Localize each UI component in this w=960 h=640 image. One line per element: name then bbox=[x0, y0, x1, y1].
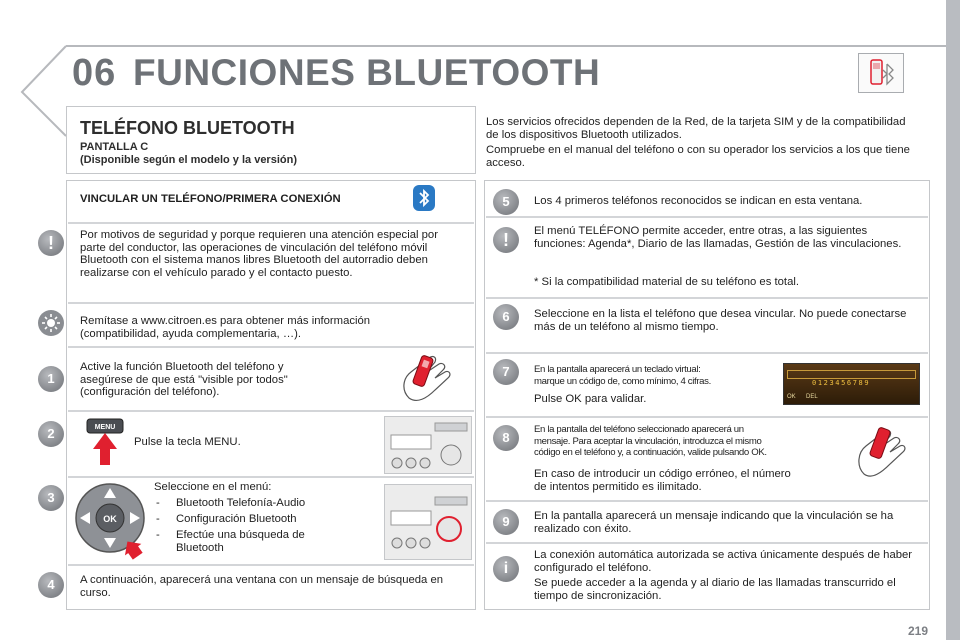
step-8-line-1: En la pantalla del teléfono seleccionado aparecerá un bbox=[534, 424, 744, 435]
pairing-title: VINCULAR UN TELÉFONO/PRIMERA CONEXIÓN bbox=[80, 193, 341, 205]
step-8-line-2: mensaje. Para aceptar la vinculación, introduzca el mismo bbox=[534, 435, 762, 447]
divider bbox=[68, 222, 474, 224]
section-title: TELÉFONO BLUETOOTH bbox=[80, 118, 295, 138]
chapter-number: 06 bbox=[72, 52, 117, 94]
info-icon: i bbox=[493, 556, 519, 582]
subtitle-line-1: PANTALLA C bbox=[80, 141, 149, 153]
phone-in-hand-icon bbox=[395, 350, 465, 406]
light-bulb-icon bbox=[38, 310, 64, 336]
info-paragraph-2: Se puede acceder a la agenda y al diario de las llamadas transcurrido el tiempo de sincronización. bbox=[534, 577, 896, 602]
divider bbox=[68, 564, 474, 566]
header-rule bbox=[66, 45, 946, 47]
step-6-badge: 6 bbox=[493, 304, 519, 330]
step-2-badge: 2 bbox=[38, 421, 64, 447]
step-8-badge: 8 bbox=[493, 425, 519, 451]
menu-key-label: MENU bbox=[94, 424, 116, 431]
step-7-badge: 7 bbox=[493, 359, 519, 385]
divider bbox=[486, 500, 928, 502]
phone-bluetooth-icon bbox=[858, 53, 904, 93]
step-3-badge: 3 bbox=[38, 485, 64, 511]
phone-menu-warning-text: El menú TELÉFONO permite acceder, entre otras, a las siguientes funciones: Agenda*, Diario de las llamadas, Gestión de las vinculaciones. bbox=[534, 225, 902, 250]
bluetooth-icon bbox=[413, 185, 435, 211]
chapter-title: FUNCIONES BLUETOOTH bbox=[133, 52, 601, 93]
divider bbox=[486, 542, 928, 544]
divider bbox=[486, 352, 928, 354]
warning-icon: ! bbox=[38, 230, 64, 256]
divider bbox=[486, 416, 928, 418]
ok-key-label: OK bbox=[103, 514, 117, 524]
radio-panel-illustration bbox=[384, 484, 472, 560]
step-5-text: Los 4 primeros teléfonos reconocidos se indican en esta ventana. bbox=[534, 195, 863, 207]
step-5-badge: 5 bbox=[493, 189, 519, 215]
page-edge-tab bbox=[946, 0, 960, 640]
step-3-menu-list bbox=[154, 497, 344, 558]
virtual-keypad-digits[interactable]: 0123456789 bbox=[812, 379, 871, 387]
step-9-text: En la pantalla aparecerá un mensaje indicando que la vinculación se ha realizado con éxito. bbox=[534, 510, 894, 535]
warning-icon: ! bbox=[493, 227, 519, 253]
step-2-text: Pulse la tecla MENU. bbox=[134, 436, 241, 448]
ok-navigation-pad-icon[interactable] bbox=[72, 480, 152, 560]
intro-paragraph-2: Compruebe en el manual del teléfono o con su operador los servicios a los que tiene acceso. bbox=[486, 144, 910, 169]
step-1-badge: 1 bbox=[38, 366, 64, 392]
step-7-line-1: En la pantalla aparecerá un teclado virtual: bbox=[534, 364, 701, 375]
divider bbox=[68, 476, 474, 478]
virtual-keypad-ok[interactable]: OK bbox=[787, 394, 796, 400]
step-1-text: Active la función Bluetooth del teléfono y asegúrese de que está "visible por todos" (configuración del teléfono). bbox=[80, 361, 288, 399]
intro-paragraph-1: Los servicios ofrecidos dependen de la Red, de la tarjeta SIM y de la compatibilidad de los dispositivos Bluetooth utilizados. bbox=[486, 116, 906, 141]
list-item: - Efectúe una búsqueda de Bluetooth bbox=[154, 529, 344, 555]
virtual-keypad-del[interactable]: DEL bbox=[806, 394, 818, 400]
list-item: - Bluetooth Telefonía-Audio bbox=[154, 497, 344, 510]
page-number: 219 bbox=[908, 624, 929, 638]
step-4-text: A continuación, aparecerá una ventana con un mensaje de búsqueda en curso. bbox=[80, 574, 444, 599]
subtitle-line-2: (Disponible según el modelo y la versión) bbox=[80, 154, 297, 166]
step-7-line-2: marque un código de, como mínimo, 4 cifras. bbox=[534, 375, 711, 387]
step-7-instruction bbox=[534, 364, 774, 387]
divider bbox=[486, 216, 928, 218]
step-3-intro: Seleccione en el menú: bbox=[154, 481, 272, 493]
list-item: - Configuración Bluetooth bbox=[154, 513, 344, 526]
divider bbox=[68, 346, 474, 348]
divider bbox=[68, 302, 474, 304]
info-paragraph-1: La conexión automática autorizada se activa únicamente después de haber configurado el teléfono. bbox=[534, 549, 913, 574]
divider bbox=[486, 297, 928, 299]
step-7-text: Pulse OK para validar. bbox=[534, 393, 647, 405]
section-subtitle bbox=[80, 141, 297, 167]
warning-text: Por motivos de seguridad y porque requieren una atención especial por parte del conductor, las operaciones de vinculación del teléfono móvil Bluetooth con el sistema manos libres Bluetooth del autorradio deben realizarse con el vehículo parado y el contacto puesto. bbox=[80, 229, 438, 279]
step-4-badge: 4 bbox=[38, 572, 64, 598]
radio-panel-illustration bbox=[384, 416, 472, 474]
step-8-line-3: código en el teléfono y, a continuación, valide pulsando OK. bbox=[534, 447, 767, 458]
step-9-badge: 9 bbox=[493, 509, 519, 535]
menu-key-icon[interactable] bbox=[85, 415, 125, 467]
footnote-text: * Si la compatibilidad material de su teléfono es total. bbox=[534, 276, 799, 288]
divider bbox=[68, 410, 474, 412]
step-8-text: En caso de introducir un código erróneo, el número de intentos permitido es ilimitado. bbox=[534, 468, 791, 493]
phone-in-hand-icon bbox=[850, 422, 920, 482]
step-8-instruction bbox=[534, 424, 834, 459]
tip-text: Remítase a www.citroen.es para obtener más información (compatibilidad, ayuda complementaria, …). bbox=[80, 315, 371, 340]
step-6-text: Seleccione en la lista el teléfono que desea vincular. No puede conectarse más de un teléfono al mismo tiempo. bbox=[534, 308, 907, 333]
